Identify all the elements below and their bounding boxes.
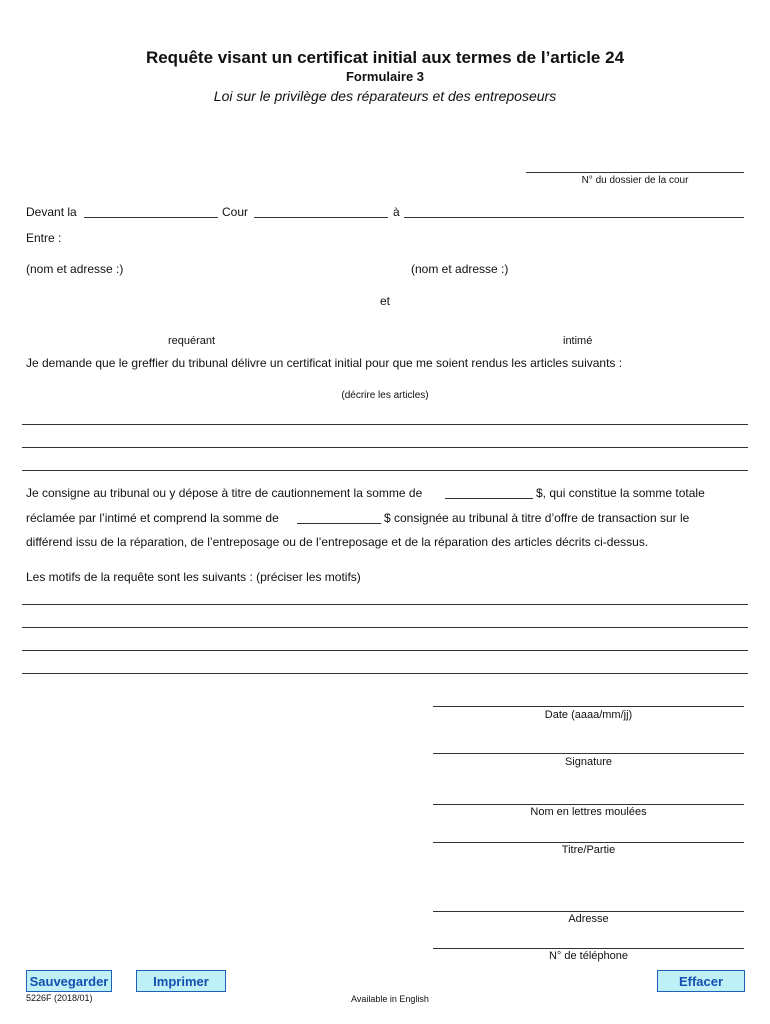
deposit-total-amount-field[interactable] (445, 483, 537, 499)
reasons-line-2[interactable] (22, 627, 748, 628)
title-party-label: Titre/Partie (561, 844, 616, 856)
printed-name-field[interactable] (433, 788, 748, 804)
describe-items-hint: (décrire les articles) (341, 390, 429, 401)
court-file-number-field[interactable] (526, 156, 748, 172)
form-title: Requête visant un certificat initial aux termes de l’article 24 (145, 48, 625, 67)
reasons-line-4[interactable] (22, 673, 748, 674)
respondent-name-label: (nom et adresse :) (411, 262, 509, 276)
court-type-field[interactable] (254, 202, 392, 218)
act-name: Loi sur le privilège des réparateurs et des entreposeurs (213, 88, 557, 104)
deposit-offer-amount-field[interactable] (297, 508, 385, 524)
deposit-text-2b: $ consignée au tribunal à titre d’offre de transaction sur le (384, 511, 690, 525)
deposit-offer-amount-line (297, 523, 381, 524)
signature-line[interactable] (433, 753, 744, 754)
deposit-text-1b: $, qui constitue la somme totale (536, 486, 705, 500)
items-line-3[interactable] (22, 470, 748, 471)
reasons-label: Les motifs de la requête sont les suivants : (préciser les motifs) (26, 570, 361, 584)
respondent-name-address-field[interactable] (411, 278, 748, 332)
date-line (433, 706, 744, 707)
respondent-label: intimé (563, 335, 593, 347)
date-field[interactable] (433, 690, 748, 706)
and-label: et (380, 294, 391, 308)
court-location-line (404, 217, 744, 218)
print-button[interactable]: Imprimer (136, 970, 226, 992)
applicant-name-label: (nom et adresse :) (26, 262, 124, 276)
title-party-line (433, 842, 744, 843)
items-line-1[interactable] (22, 424, 748, 425)
phone-line (433, 948, 744, 949)
form-code: 5226F (2018/01) (26, 993, 93, 1003)
court-file-number-line (526, 172, 744, 173)
court-type-line (254, 217, 388, 218)
address-field[interactable] (433, 862, 748, 914)
court-file-number-label: N° du dossier de la cour (581, 175, 689, 186)
printed-name-line (433, 804, 744, 805)
title-party-field[interactable] (433, 826, 748, 842)
phone-label: N° de téléphone (548, 950, 628, 962)
deposit-text-3: différend issu de la réparation, de l’entreposage ou de l’entreposage et de la réparation des articles décrits ci-dessus. (26, 535, 649, 549)
date-label: Date (aaaa/mm/jj) (544, 709, 633, 721)
applicant-name-address-field[interactable] (26, 278, 370, 332)
signature-label: Signature (564, 756, 613, 768)
deposit-total-amount-line (445, 498, 533, 499)
court-name-line (84, 217, 218, 218)
deposit-text-1a: Je consigne au tribunal ou y dépose à titre de cautionnement la somme de (26, 486, 423, 500)
available-in-english: Available in English (351, 994, 429, 1004)
between-label: Entre : (26, 231, 62, 245)
address-line (433, 911, 744, 912)
court-location-field[interactable] (404, 202, 748, 218)
clear-button[interactable]: Effacer (657, 970, 745, 992)
form-number: Formulaire 3 (345, 69, 425, 84)
before-court-label: Devant la (26, 205, 77, 219)
court-name-field[interactable] (84, 202, 222, 218)
deposit-text-2a: réclamée par l’intimé et comprend la somme de (26, 511, 279, 525)
reasons-line-1[interactable] (22, 604, 748, 605)
court-label: Cour (222, 205, 249, 219)
items-line-2[interactable] (22, 447, 748, 448)
reasons-line-3[interactable] (22, 650, 748, 651)
applicant-label: requérant (168, 335, 216, 347)
save-button[interactable]: Sauvegarder (26, 970, 112, 992)
printed-name-label: Nom en lettres moulées (530, 806, 647, 818)
address-label: Adresse (568, 913, 609, 925)
request-statement: Je demande que le greffier du tribunal délivre un certificat initial pour que me soient rendus les articles suivants : (26, 356, 623, 370)
at-label: à (393, 205, 400, 219)
phone-field[interactable] (433, 932, 748, 948)
